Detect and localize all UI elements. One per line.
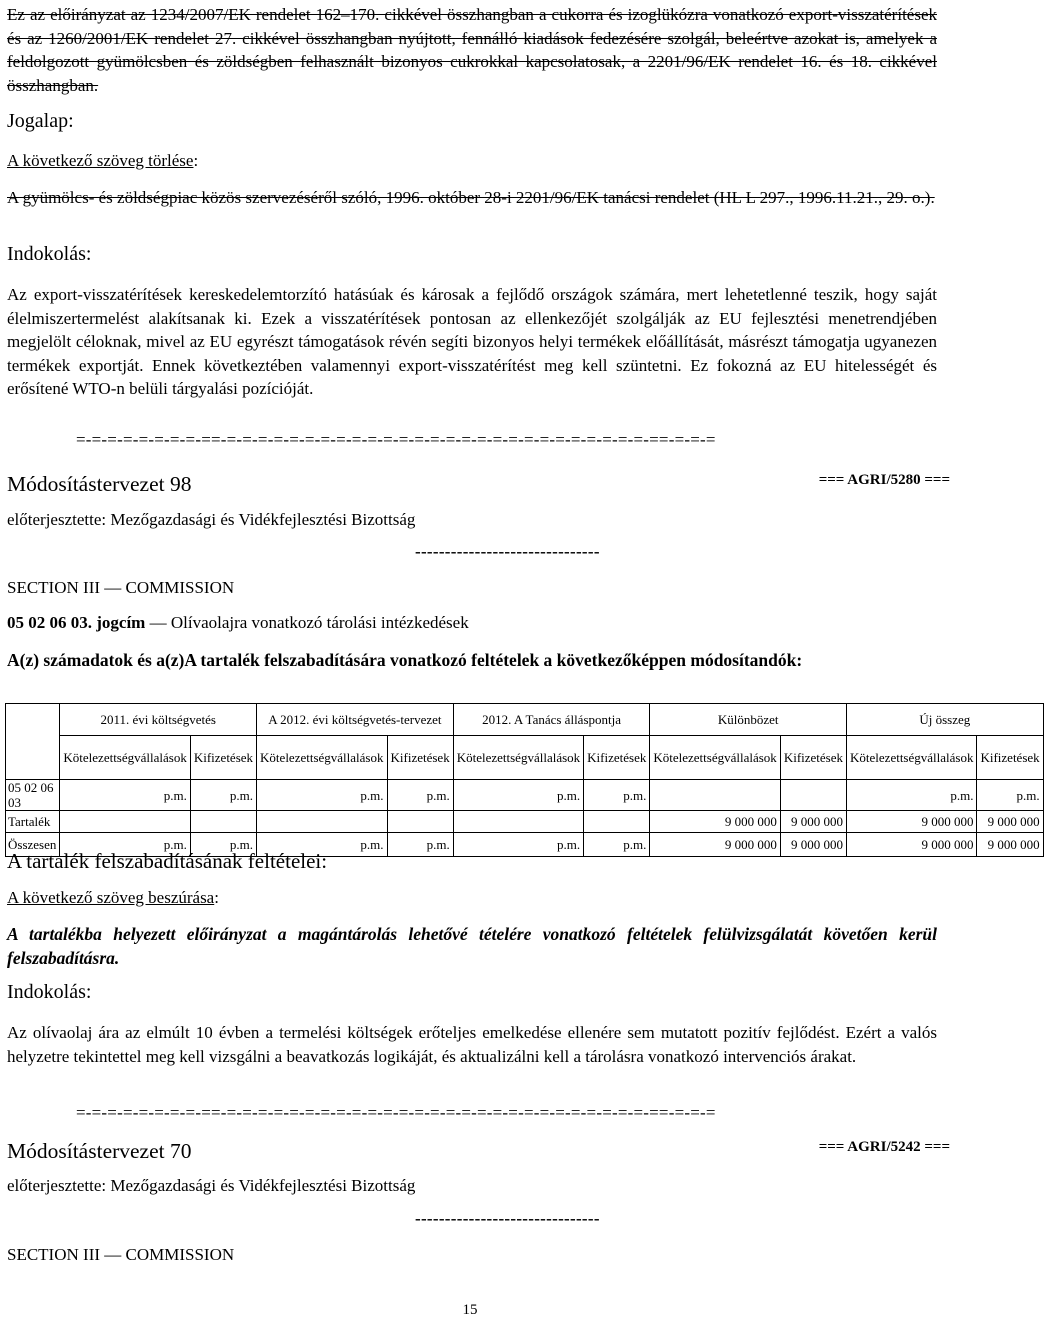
header-group-council: 2012. A Tanács álláspontja (453, 704, 650, 736)
separator-2: =-=-=-=-=-=-=-=-==-=-=-=-=-=-=-=-=-=-=-=-=-=-=-=-=-=-=-=-=-=-=-=-=-=-=-=-==-=-=-= (76, 1103, 716, 1122)
separator-1: =-=-=-=-=-=-=-=-==-=-=-=-=-=-=-=-=-=-=-=-=-=-=-=-=-=-=-=-=-=-=-=-=-=-=-=-==-=-=-= (76, 430, 716, 449)
sub-header-payments: Kifizetések (780, 736, 846, 780)
table-cell: 9 000 000 (780, 811, 846, 833)
amendment-70-section: SECTION III — COMMISSION (7, 1245, 235, 1264)
table-cell: p.m. (257, 833, 387, 857)
sub-header-payments: Kifizetések (584, 736, 650, 780)
sub-header-commitments: Kötelezettségvállalások (453, 736, 583, 780)
reserve-conditions-heading: A tartalék felszabadításának feltételei: (7, 849, 328, 873)
header-group-2012-draft: A 2012. évi költségvetés-tervezet (257, 704, 454, 736)
budget-line-jogcim: jogcím (96, 613, 146, 632)
amendment-98-submitter: előterjesztette: Mezőgazdasági és Vidékfejlesztési Bizottság (7, 510, 416, 529)
table-row (6, 811, 1044, 833)
table-header-row-1 (6, 704, 1044, 736)
table-corner-lower (6, 736, 60, 780)
row-label: 05 02 06 03 (6, 780, 60, 811)
sub-header-payments: Kifizetések (977, 736, 1043, 780)
header-group-new-amount: Új összeg (847, 704, 1044, 736)
table-cell: p.m. (60, 780, 190, 811)
deleted-legal-text: A gyümölcs- és zöldségpiac közös szervezéséről szóló, 1996. október 28-i 2201/96/EK tanácsi rendelet (HL L 297., 1996.11.21., 29. o.). (7, 188, 935, 207)
sub-header-payments: Kifizetések (387, 736, 453, 780)
budget-line-code: 05 02 06 03. (7, 613, 92, 632)
amendment-98-title: Módosítástervezet 98 (7, 472, 192, 496)
table-intro: A(z) számadatok és a(z)A tartalék felszabadítására vonatkozó feltételek a következőképpen módosítandók: (7, 650, 803, 670)
table-cell (190, 811, 256, 833)
amendment-98-dashes: ------------------------------- (415, 542, 600, 561)
table-cell: p.m. (387, 780, 453, 811)
indokolas-heading-1: Indokolás: (7, 243, 92, 265)
struck-paragraph-top: Ez az előirányzat az 1234/2007/EK rendelet 162–170. cikkével összhangban a cukorra és izoglükózra vonatkozó export-visszatérítések és az 1260/2001/EK rendelet 27. cikkével összhangban nyújtott, fennálló kiadások fedezésére szolgál, beleértve azokat is, amelyek a feldolgozott gyümölcsben és zöldségben felhasznált bizonyos cukrokkal kapcsolatosak, a 2201/96/EK rendelet 16. és 18. cikkével összhangban. (7, 5, 937, 95)
table-header-row-2 (6, 736, 1044, 780)
table-cell (584, 811, 650, 833)
table-cell (453, 811, 583, 833)
insert-instruction (7, 888, 219, 908)
indokolas-text-2: Az olívaolaj ára az elmúlt 10 évben a termelési költségek erőteljes emelkedése ellenére sem mutatott pozitív fejlődést. Ezért a valós helyzetre tekintettel meg kell vizsgálni a beavatkozás logikáját, és aktualizálni kell a tárolásra vonatkozó intervenciós árakat. (7, 1023, 937, 1066)
table-cell: p.m. (257, 780, 387, 811)
sub-header-commitments: Kötelezettségvállalások (847, 736, 977, 780)
table-cell (650, 780, 780, 811)
delete-colon: : (193, 151, 199, 170)
table-cell: p.m. (387, 833, 453, 857)
table-cell: 9 000 000 (847, 811, 977, 833)
table-cell: 9 000 000 (650, 811, 780, 833)
table-cell: p.m. (190, 833, 256, 857)
table-cell (780, 780, 846, 811)
table-cell: 9 000 000 (780, 833, 846, 857)
budget-table (5, 703, 1044, 857)
table-cell: p.m. (60, 833, 190, 857)
table-cell: 9 000 000 (847, 833, 977, 857)
sub-header-commitments: Kötelezettségvállalások (650, 736, 780, 780)
table-cell: 9 000 000 (977, 811, 1043, 833)
header-group-2011: 2011. évi költségvetés (60, 704, 257, 736)
row-label: Tartalék (6, 811, 60, 833)
table-cell: 9 000 000 (650, 833, 780, 857)
table-corner (6, 704, 60, 736)
sub-header-commitments: Kötelezettségvállalások (257, 736, 387, 780)
delete-instruction (7, 151, 198, 171)
insert-label: A következő szöveg beszúrása (7, 888, 215, 907)
inserted-text: A tartalékba helyezett előirányzat a magántárolás lehetővé tételére vonatkozó feltételek felülvizsgálatát követően kerül felszabadításra. (7, 924, 937, 968)
table-cell (257, 811, 387, 833)
table-cell: p.m. (977, 780, 1043, 811)
delete-label: A következő szöveg törlése (7, 151, 194, 170)
insert-colon: : (214, 888, 219, 907)
page-number: 15 (462, 1302, 478, 1318)
row-label: Összesen (6, 833, 60, 857)
table-cell (387, 811, 453, 833)
table-cell: p.m. (584, 780, 650, 811)
amendment-98-section: SECTION III — COMMISSION (7, 578, 235, 597)
amendment-70-dashes: ------------------------------- (415, 1209, 600, 1228)
indokolas-text-1: Az export-visszatérítések kereskedelemtorzító hatásúak és károsak a fejlődő országok számára, mert lehetetlenné teszik, hogy saját élelmiszertermelést alakítsanak ki. Ezek a visszatérítések pontosan az ellenkezőjét szolgálják az EU fejlesztési menetrendjében megjelölt céloknak, mivel az EU egyrészt támogatások révén segíti bizonyos helyi termékek előállítását, másrészt támogatja ugyanezen termékek exportját. Ennek következtében valamennyi export-visszatérítést meg kell szüntetni. Ez fokozná az EU hitelességét és erősítené WTO-n belüli tárgyalási pozícióját. (7, 285, 937, 398)
table-cell: p.m. (584, 833, 650, 857)
table-row (6, 780, 1044, 811)
sub-header-payments: Kifizetések (190, 736, 256, 780)
sub-header-commitments: Kötelezettségvállalások (60, 736, 190, 780)
amendment-70-code: === AGRI/5242 === (818, 1139, 950, 1155)
amendment-98-code: === AGRI/5280 === (818, 472, 950, 488)
budget-line-name: — Olívaolajra vonatkozó tárolási intézkedések (149, 613, 469, 632)
table-cell: p.m. (847, 780, 977, 811)
indokolas-heading-2: Indokolás: (7, 981, 92, 1003)
table-cell: p.m. (190, 780, 256, 811)
table-cell (60, 811, 190, 833)
jogalap-heading: Jogalap: (7, 110, 74, 132)
budget-line-title (7, 613, 469, 633)
table-cell: p.m. (453, 833, 583, 857)
amendment-70-title: Módosítástervezet 70 (7, 1139, 192, 1163)
header-group-difference: Különbözet (650, 704, 847, 736)
amendment-70-submitter: előterjesztette: Mezőgazdasági és Vidékfejlesztési Bizottság (7, 1176, 416, 1195)
table-cell: 9 000 000 (977, 833, 1043, 857)
table-cell: p.m. (453, 780, 583, 811)
